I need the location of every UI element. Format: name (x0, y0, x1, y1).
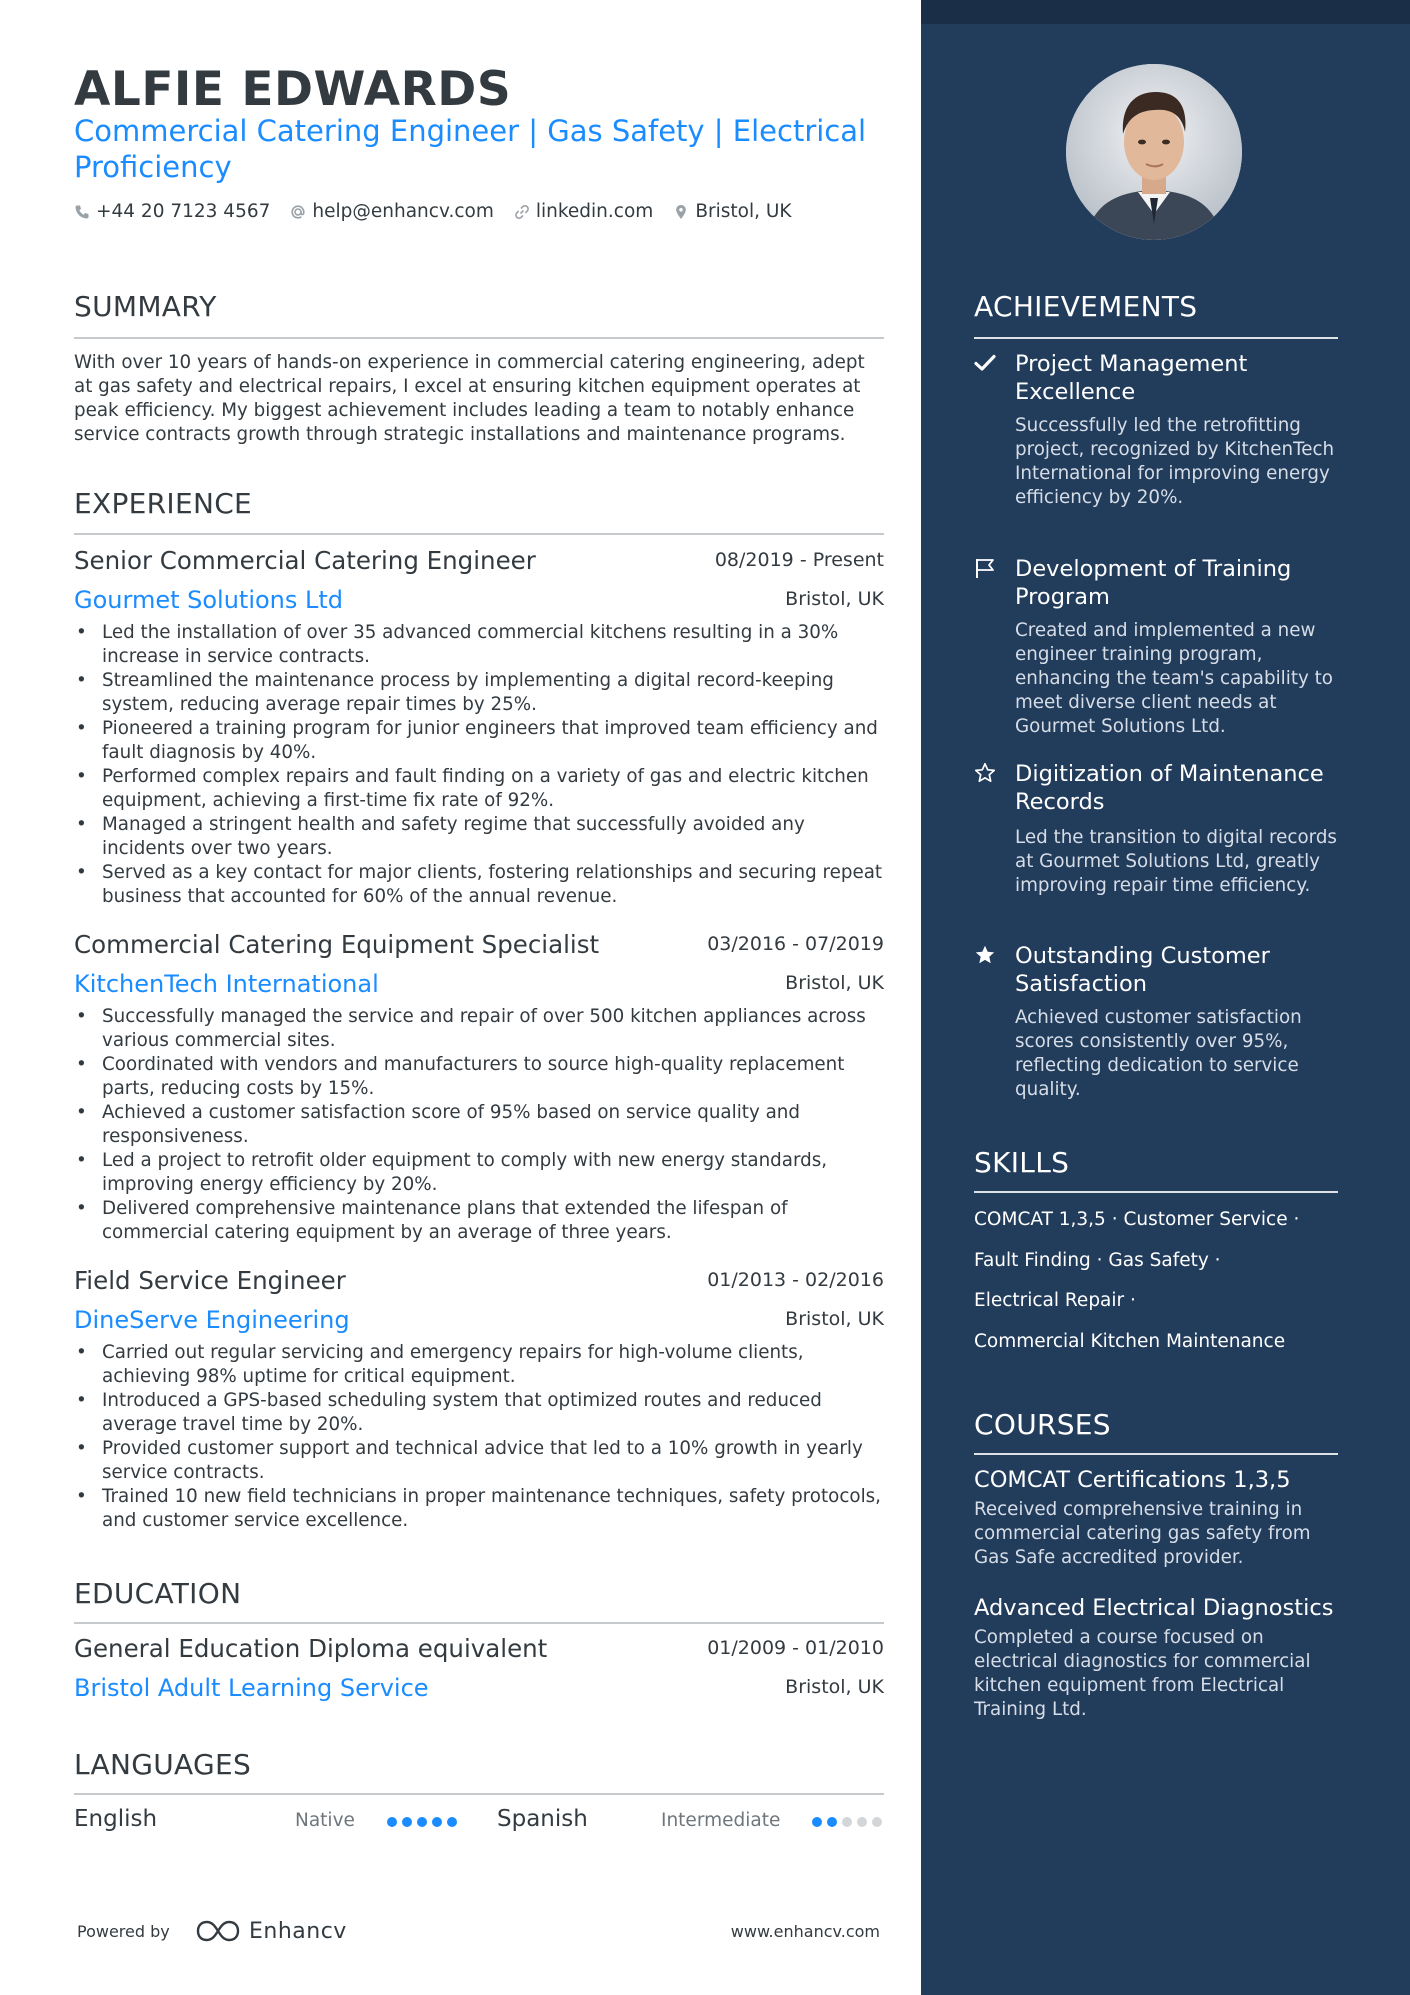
proficiency-dot-empty (872, 1817, 882, 1827)
skill-line: Commercial Kitchen Maintenance (974, 1330, 1286, 1352)
linkedin-text: linkedin.com (535, 201, 654, 222)
education-school[interactable]: Bristol Adult Learning Service (74, 1674, 429, 1702)
achievement-desc: Successfully led the retrofitting project, recognized by KitchenTech International for improving energy efficiency by 20%. (1015, 415, 1335, 508)
location-pin-icon (673, 204, 689, 220)
course-title: Advanced Electrical Diagnostics (974, 1595, 1334, 1621)
job-bullet: • Introduced a GPS-based scheduling system that optimized routes and reduced average travel time by 20%. (74, 1389, 884, 1437)
contact-email[interactable] (290, 201, 493, 222)
proficiency-dot-filled (387, 1817, 397, 1827)
education-divider (74, 1622, 884, 1624)
proficiency-dot-empty (842, 1817, 852, 1827)
phone-icon (74, 204, 90, 220)
proficiency-dot-filled (447, 1817, 457, 1827)
skills-divider (974, 1191, 1338, 1193)
language-name: Spanish (497, 1806, 588, 1832)
proficiency-dot-filled (402, 1817, 412, 1827)
star-filled-icon (974, 944, 996, 966)
job-bullet: • Coordinated with vendors and manufacturers to source high-quality replacement parts, reducing costs by 15%. (74, 1053, 884, 1101)
job-dates: 03/2016 - 07/2019 (707, 933, 884, 955)
job-location: Bristol, UK (785, 588, 884, 610)
sidebar-top-band (921, 0, 1410, 24)
phone-text: +44 20 7123 4567 (96, 201, 271, 222)
job-bullet: • Managed a stringent health and safety regime that successfully avoided any incidents over two years. (74, 813, 884, 861)
language-dots (387, 1817, 462, 1827)
flag-icon (974, 557, 996, 579)
job-dates: 01/2013 - 02/2016 (707, 1269, 884, 1291)
summary-heading: SUMMARY (74, 290, 217, 323)
courses-heading: COURSES (974, 1408, 1111, 1441)
job-bullet: • Served as a key contact for major clients, fostering relationships and securing repeat business that accounted for 60% of the annual revenue. (74, 861, 884, 909)
job-bullets (74, 621, 884, 909)
course-item (974, 1466, 1354, 1570)
job-bullet: • Trained 10 new field technicians in proper maintenance techniques, safety protocols, and customer service excellence. (74, 1485, 884, 1533)
languages-divider (74, 1793, 884, 1795)
contact-phone[interactable] (74, 201, 270, 222)
job-company[interactable]: DineServe Engineering (74, 1306, 350, 1334)
education-dates: 01/2009 - 01/2010 (707, 1637, 884, 1659)
achievement-desc: Created and implemented a new engineer training program, enhancing the team's capability to meet diverse client needs at Gourmet Solutions Ltd. (1015, 620, 1333, 737)
course-desc: Completed a course focused on electrical diagnostics for commercial kitchen equipment from Electrical Training Ltd. (974, 1627, 1311, 1720)
language-name: English (74, 1806, 158, 1832)
proficiency-dot-empty (857, 1817, 867, 1827)
skill-line: Electrical Repair · (974, 1290, 1136, 1311)
job-title: Senior Commercial Catering Engineer (74, 546, 536, 575)
proficiency-dot-filled (417, 1817, 427, 1827)
course-desc: Received comprehensive training in commercial catering gas safety from Gas Safe accredited provider. (974, 1499, 1311, 1568)
job-company[interactable]: Gourmet Solutions Ltd (74, 586, 344, 614)
language-level: Native (295, 1810, 355, 1831)
course-title: COMCAT Certifications 1,3,5 (974, 1467, 1291, 1493)
skill-line: Fault Finding · Gas Safety · (974, 1249, 1221, 1271)
skills-heading: SKILLS (974, 1146, 1070, 1179)
language-dots (812, 1817, 887, 1827)
language-level: Intermediate (661, 1810, 781, 1831)
experience-divider (74, 533, 884, 535)
achievement-title: Development of Training Program (1015, 556, 1292, 610)
footer (74, 1918, 884, 1948)
at-icon (290, 204, 306, 220)
brand-logo[interactable] (195, 1918, 347, 1944)
location-text: Bristol, UK (695, 201, 792, 222)
sidebar (921, 0, 1410, 1995)
job-bullet: • Performed complex repairs and fault finding on a variety of gas and electric kitchen equipment, achieving a first-time fix rate of 92%. (74, 765, 884, 813)
avatar-portrait-icon (1066, 64, 1242, 240)
skills-list (974, 1200, 1354, 1362)
email-text: help@enhancv.com (312, 201, 494, 222)
contact-bar (74, 201, 812, 222)
achievement-title: Project Management Excellence (1015, 351, 1248, 405)
link-icon (514, 204, 530, 220)
job-bullet: • Achieved a customer satisfaction score of 95% based on service quality and responsiveness. (74, 1101, 884, 1149)
proficiency-dot-filled (432, 1817, 442, 1827)
job-bullet: • Streamlined the maintenance process by implementing a digital record-keeping system, reducing average repair times by 25%. (74, 669, 884, 717)
job-location: Bristol, UK (785, 972, 884, 994)
job-bullet: • Provided customer support and technical advice that led to a 10% growth in yearly service contracts. (74, 1437, 884, 1485)
achievement-title: Outstanding Customer Satisfaction (1015, 943, 1270, 997)
education-heading: EDUCATION (74, 1577, 242, 1610)
job-bullet: • Carried out regular servicing and emergency repairs for high-volume clients, achieving 98% uptime for critical equipment. (74, 1341, 884, 1389)
job-bullets (74, 1341, 884, 1533)
job-bullet: • Delivered comprehensive maintenance plans that extended the lifespan of commercial catering equipment by an average of three years. (74, 1197, 884, 1245)
proficiency-dot-filled (827, 1817, 837, 1827)
job-company[interactable]: KitchenTech International (74, 970, 379, 998)
achievement-title: Digitization of Maintenance Records (1015, 761, 1324, 815)
job-title: Field Service Engineer (74, 1266, 346, 1295)
job-bullet: • Successfully managed the service and repair of over 500 kitchen appliances across various commercial sites. (74, 1005, 884, 1053)
contact-linkedin[interactable] (514, 201, 653, 222)
job-dates: 08/2019 - Present (714, 549, 884, 571)
languages-row (74, 1806, 884, 1836)
star-outline-icon (974, 762, 996, 784)
check-icon (974, 352, 996, 374)
languages-heading: LANGUAGES (74, 1748, 252, 1781)
enhancv-logo-icon (195, 1918, 241, 1944)
proficiency-dot-filled (812, 1817, 822, 1827)
contact-location (673, 201, 791, 222)
summary-divider (74, 337, 884, 339)
achievement-desc: Led the transition to digital records at Gourmet Solutions Ltd, greatly improving repair time efficiency. (1015, 827, 1337, 896)
job-title: Commercial Catering Equipment Specialist (74, 930, 600, 959)
achievement-desc: Achieved customer satisfaction scores consistently over 95%, reflecting dedication to service quality. (1015, 1007, 1302, 1100)
candidate-headline: Commercial Catering Engineer | Gas Safety | Electrical Proficiency (74, 114, 867, 184)
candidate-name: ALFIE EDWARDS (74, 62, 512, 117)
job-bullet: • Pioneered a training program for junior engineers that improved team efficiency and fault diagnosis by 40%. (74, 717, 884, 765)
profile-photo (1066, 64, 1242, 240)
achievements-divider (974, 337, 1338, 339)
education-location: Bristol, UK (785, 1676, 884, 1698)
education-degree: General Education Diploma equivalent (74, 1634, 548, 1663)
achievements-heading: ACHIEVEMENTS (974, 290, 1198, 323)
job-bullets (74, 1005, 884, 1245)
summary-text: With over 10 years of hands-on experience in commercial catering engineering, adept at gas safety and electrical repairs, I excel at ensuring kitchen equipment operates at peak efficiency. My biggest achievement includes leading a team to notably enhance service contracts growth through strategic installations and maintenance programs. (74, 352, 865, 445)
experience-heading: EXPERIENCE (74, 487, 253, 520)
courses-divider (974, 1453, 1338, 1455)
course-item (974, 1594, 1354, 1722)
skill-line: COMCAT 1,3,5 · Customer Service · (974, 1209, 1300, 1230)
website-link[interactable]: www.enhancv.com (730, 1922, 880, 1941)
job-bullet: • Led the installation of over 35 advanced commercial kitchens resulting in a 30% increase in service contracts. (74, 621, 884, 669)
job-location: Bristol, UK (785, 1308, 884, 1330)
powered-by-text: Powered by (77, 1922, 170, 1941)
brand-name: Enhancv (249, 1918, 347, 1944)
job-bullet: • Led a project to retrofit older equipment to comply with new energy standards, improving energy efficiency by 20%. (74, 1149, 884, 1197)
